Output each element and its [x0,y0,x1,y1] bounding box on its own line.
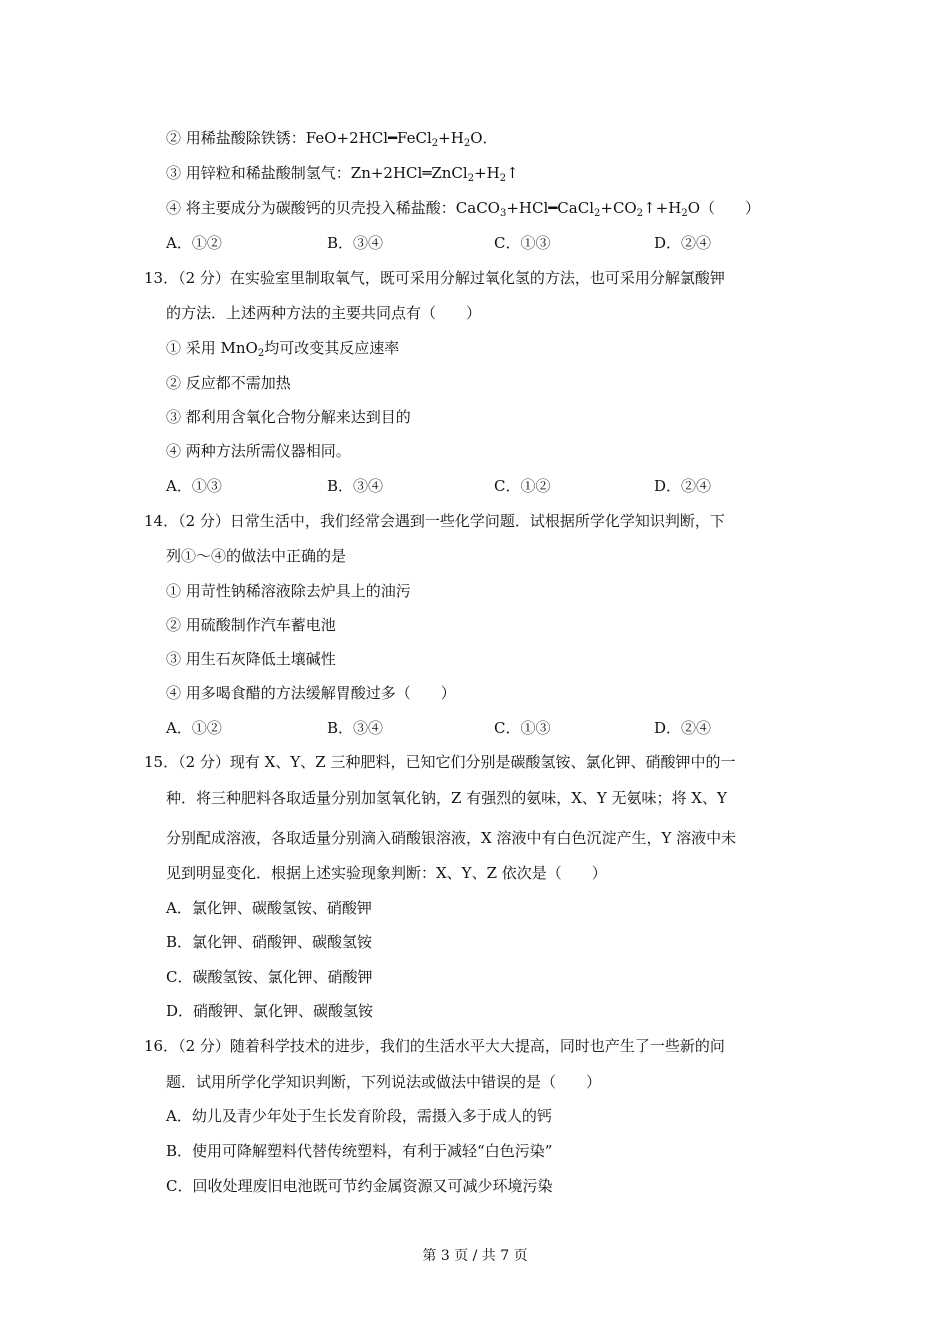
q13-option-b: B．③④ [327,477,384,495]
q14-stem-line-1: 14．（2 分）日常生活中，我们经常会遇到一些化学问题．试根据所学化学知识判断，下 [144,512,725,530]
q13-stem-line-1: 13．（2 分）在实验室里制取氧气，既可采用分解过氧化氢的方法，也可采用分解氯酸钾 [144,269,725,287]
q13-item-1: ① 采用 MnO$_2$均可改变其反应速率 [166,339,400,359]
q12-item-3: ③ 用锌粒和稀盐酸制氢气：$Zn+2HCl═ZnCl_2+H_2↑$ [166,164,519,184]
q14-option-a: A．①② [166,719,222,737]
q15-stem-line-2: 种．将三种肥料各取适量分别加氢氧化钠，Z 有强烈的氨味，X、Y 无氨味；将 X、Y [166,789,727,807]
q12-option-d: D．②④ [654,234,712,252]
q15-stem-line-3: 分别配成溶液，各取适量分别滴入硝酸银溶液，X 溶液中有白色沉淀产生，Y 溶液中未 [166,829,737,847]
q16-option-a: A．幼儿及青少年处于生长发育阶段，需摄入多于成人的钙 [166,1107,552,1125]
q12-item-4: ④ 将主要成分为碳酸钙的贝壳投入稀盐酸：$CaCO_3+HCl━CaCl_2+CO_2↑+H_2O$（ ） [166,199,760,219]
q13-item-2: ② 反应都不需加热 [166,374,291,392]
q14-option-c: C．①③ [494,719,551,737]
q16-option-b: B．使用可降解塑料代替传统塑料，有利于减轻“白色污染” [166,1142,553,1160]
q12-item-2: ② 用稀盐酸除铁锈：$FeO+2HCl━FeCl_2+H_2O$． [166,129,498,149]
q12-option-b: B．③④ [327,234,384,252]
q14-option-d: D．②④ [654,719,712,737]
q15-stem-line-4: 见到明显变化．根据上述实验现象判断：X、Y、Z 依次是（ ） [166,864,607,882]
q14-option-b: B．③④ [327,719,384,737]
q13-option-a: A．①③ [166,477,222,495]
q15-option-c: C．碳酸氢铵、氯化钾、硝酸钾 [166,968,373,986]
q13-item-3: ③ 都利用含氧化合物分解来达到目的 [166,408,411,426]
page-footer: 第 3 页 / 共 7 页 [422,1248,528,1264]
q12-option-a: A．①② [166,234,222,252]
q15-stem-line-1: 15．（2 分）现有 X、Y、Z 三种肥料，已知它们分别是碳酸氢铵、氯化钾、硝酸钾中的一 [144,753,736,771]
q14-item-2: ② 用硫酸制作汽车蓄电池 [166,616,336,634]
q15-option-d: D．硝酸钾、氯化钾、碳酸氢铵 [166,1002,374,1020]
q15-option-a: A．氯化钾、碳酸氢铵、硝酸钾 [166,899,372,917]
q12-option-c: C．①③ [494,234,551,252]
q13-item-4: ④ 两种方法所需仪器相同。 [166,442,351,460]
q16-stem-line-1: 16．（2 分）随着科学技术的进步，我们的生活水平大大提高，同时也产生了一些新的问 [144,1037,725,1055]
q15-option-b: B．氯化钾、硝酸钾、碳酸氢铵 [166,933,373,951]
q14-item-3: ③ 用生石灰降低土壤碱性 [166,650,336,668]
q16-stem-line-2: 题．试用所学化学知识判断，下列说法或做法中错误的是（ ） [166,1073,602,1091]
q14-item-1: ① 用苛性钠稀溶液除去炉具上的油污 [166,582,411,600]
q13-option-d: D．②④ [654,477,712,495]
q14-item-4: ④ 用多喝食醋的方法缓解胃酸过多（ ） [166,684,456,702]
q14-stem-line-2: 列①～④的做法中正确的是 [166,547,347,565]
q16-option-c: C．回收处理废旧电池既可节约金属资源又可减少环境污染 [166,1177,553,1195]
q13-option-c: C．①② [494,477,551,495]
q13-stem-line-2: 的方法．上述两种方法的主要共同点有（ ） [166,304,482,322]
